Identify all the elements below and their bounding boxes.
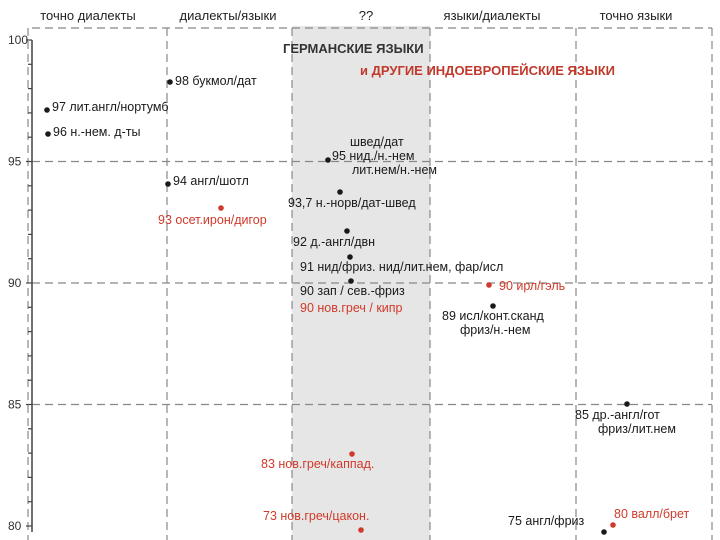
data-point	[218, 205, 224, 211]
data-point	[601, 529, 607, 535]
data-point	[344, 228, 350, 234]
point-label: 96 н.-нем. д-ты	[53, 125, 141, 139]
point-label: 90 ирл/гэль	[499, 279, 566, 293]
data-point	[490, 303, 496, 309]
point-label: 89 исл/конт.сканд	[442, 309, 544, 323]
column-header: диалекты/языки	[179, 8, 277, 23]
data-point	[610, 522, 616, 528]
y-tick-label: 95	[8, 154, 22, 169]
data-point	[165, 181, 171, 187]
point-label: 93 осет.ирон/дигор	[158, 213, 267, 227]
point-label: 85 др.-англ/гот	[575, 408, 660, 422]
point-label: 91 нид/фриз. нид/лит.нем, фар/исл	[300, 260, 504, 274]
point-label: фриз/лит.нем	[598, 422, 676, 436]
point-label: 73 нов.греч/цакон.	[263, 509, 370, 523]
column-header: точно языки	[599, 8, 673, 23]
column-header: ??	[358, 8, 374, 23]
data-point	[624, 401, 630, 407]
column-header: языки/диалекты	[443, 8, 541, 23]
point-label: 94 англ/шотл	[173, 174, 249, 188]
chart-subtitle: и ДРУГИЕ ИНДОЕВРОПЕЙСКИЕ ЯЗЫКИ	[360, 63, 616, 78]
point-label: 80 валл/брет	[614, 507, 690, 521]
point-label: 98 букмол/дат	[175, 74, 257, 88]
column-header: точно диалекты	[40, 8, 136, 23]
point-label: 90 зап / сев.-фриз	[300, 284, 405, 298]
column-headers	[40, 8, 672, 23]
y-tick-label: 85	[8, 397, 22, 412]
point-label: 75 англ/фриз	[508, 514, 585, 528]
data-point	[347, 254, 353, 260]
data-point	[358, 527, 364, 533]
data-point	[348, 278, 354, 284]
data-point	[325, 157, 331, 163]
data-point	[337, 189, 343, 195]
point-label: фриз/н.-нем	[460, 323, 531, 337]
point-label: лит.нем/н.-нем	[352, 163, 437, 177]
data-point	[486, 282, 492, 288]
points	[44, 74, 689, 535]
y-tick-label: 80	[8, 519, 22, 533]
data-point	[167, 79, 173, 85]
point-label: 90 нов.греч / кипр	[300, 301, 403, 315]
chart-title: ГЕРМАНСКИЕ ЯЗЫКИ	[283, 41, 424, 56]
point-label: швед/дат	[350, 135, 404, 149]
point-label: 93,7 н.-норв/дат-швед	[288, 196, 416, 210]
data-point	[45, 131, 51, 137]
point-label: 92 д.-англ/двн	[293, 235, 376, 249]
data-point	[44, 107, 50, 113]
point-label: 95 нид./н.-нем	[332, 149, 415, 163]
point-label: 97 лит.англ/нортумб	[52, 100, 169, 114]
point-label: 83 нов.греч/каппад.	[261, 457, 375, 471]
data-point	[349, 451, 355, 457]
y-tick-label: 90	[8, 276, 22, 290]
y-tick-label: 100	[8, 33, 29, 47]
